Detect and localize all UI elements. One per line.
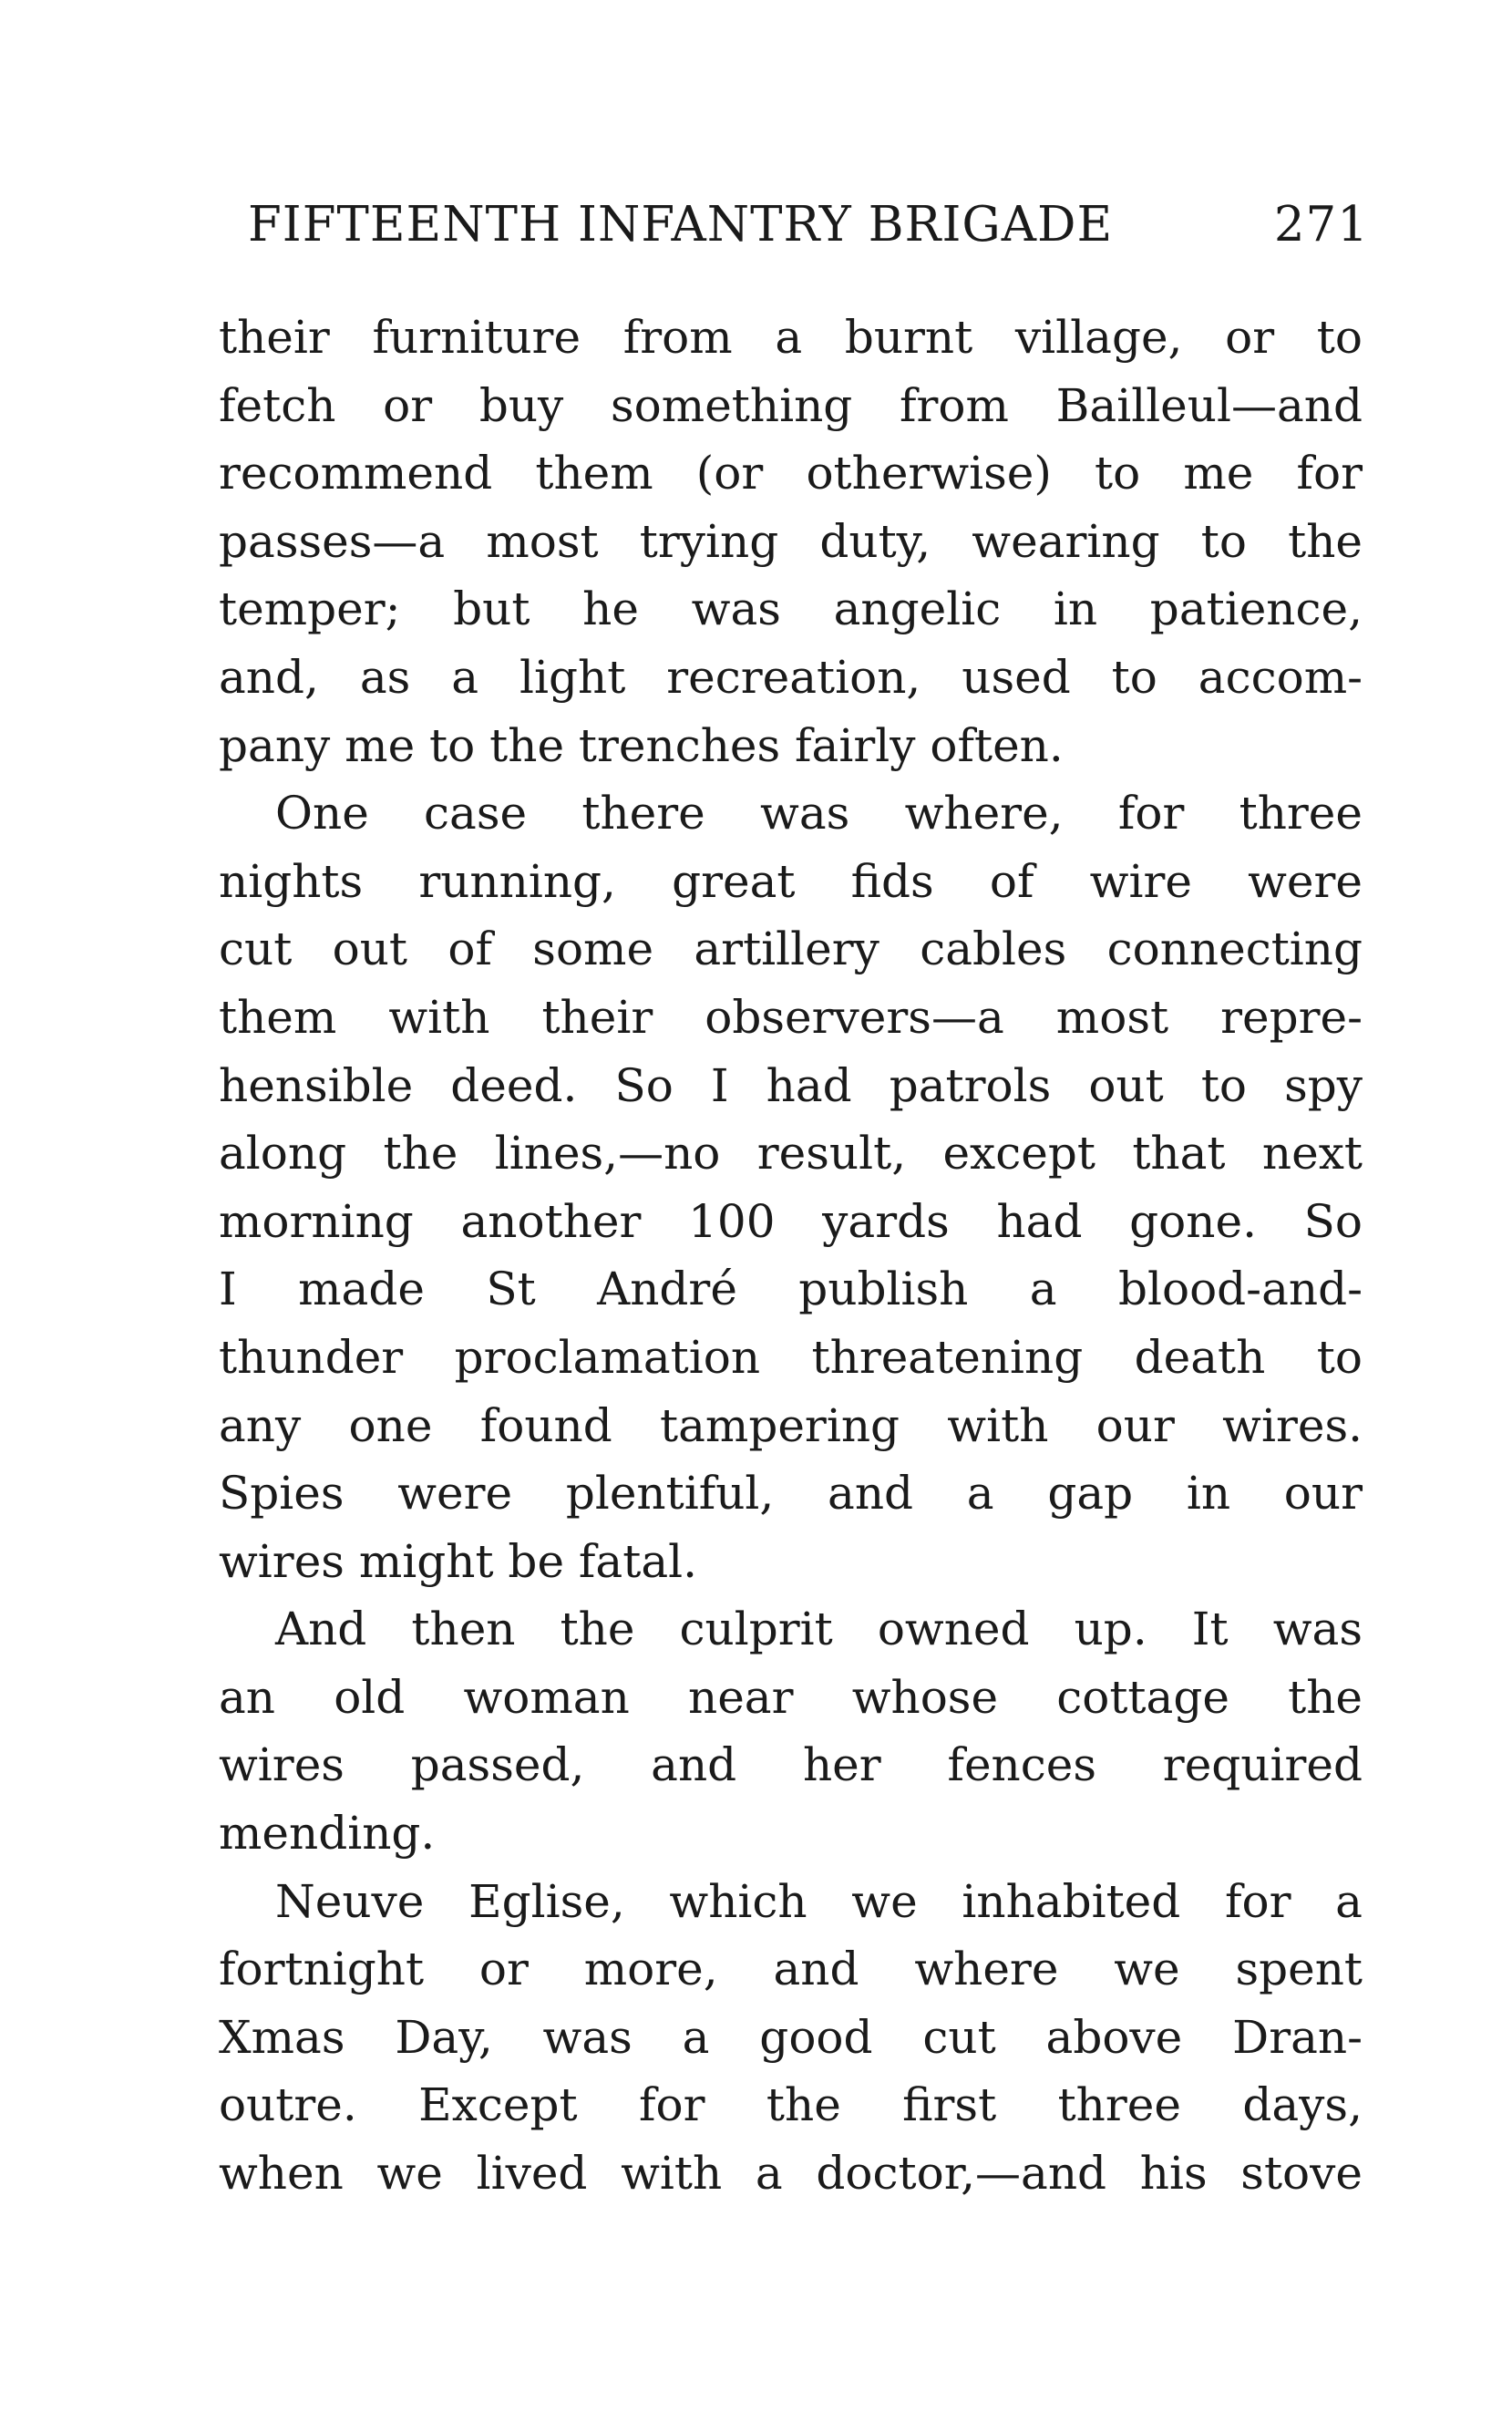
text-line: Neuve Eglise, which we inhabited for a xyxy=(275,1874,1363,1928)
text-line: Spies were plentiful, and a gap in our xyxy=(219,1467,1363,1521)
text-line: outre. Except for the first three days, xyxy=(219,2078,1363,2132)
text-line: hensible deed. So I had patrols out to spy xyxy=(219,1058,1363,1112)
text-line: mending. xyxy=(219,1807,436,1861)
text-line: an old woman near whose cottage the xyxy=(219,1670,1363,1724)
text-line: wires might be fatal. xyxy=(219,1534,698,1588)
chapter-title: FIFTEENTH INFANTRY BRIGADE xyxy=(248,197,1114,253)
text-line: And then the culprit owned up. It was xyxy=(275,1603,1363,1656)
text-line: wires passed, and her fences required xyxy=(219,1738,1363,1792)
text-line: passes—a most trying duty, wearing to the xyxy=(219,514,1363,568)
text-line: and, as a light recreation, used to accom- xyxy=(219,650,1363,704)
text-line: temper; but he was angelic in patience, xyxy=(219,582,1363,636)
text-line: One case there was where, for three xyxy=(275,787,1363,840)
text-line: fortnight or more, and where we spent xyxy=(219,1943,1363,1996)
text-line: them with their observers—a most repre- xyxy=(219,990,1363,1044)
text-line: recommend them (or otherwise) to me for xyxy=(219,447,1363,500)
running-head xyxy=(248,193,1369,257)
text-line: I made St André publish a blood-and- xyxy=(219,1263,1363,1316)
text-line: when we lived with a doctor,—and his stove xyxy=(219,2147,1363,2201)
body-text xyxy=(219,304,1363,2208)
text-line: cut out of some artillery cables connecting xyxy=(219,923,1363,976)
page-number: 271 xyxy=(1273,197,1369,253)
text-line: fetch or buy something from Bailleul—and xyxy=(219,378,1363,432)
text-line: their furniture from a burnt village, or to xyxy=(219,311,1363,364)
text-line: nights running, great fids of wire were xyxy=(219,854,1363,908)
text-line: along the lines,—no result, except that next xyxy=(219,1127,1363,1180)
text-line: Xmas Day, was a good cut above Dran- xyxy=(219,2010,1363,2064)
text-line: pany me to the trenches fairly often. xyxy=(219,718,1064,772)
text-line: thunder proclamation threatening death to xyxy=(219,1330,1363,1384)
text-line: any one found tampering with our wires. xyxy=(219,1398,1363,1452)
text-line: morning another 100 yards had gone. So xyxy=(219,1194,1363,1248)
